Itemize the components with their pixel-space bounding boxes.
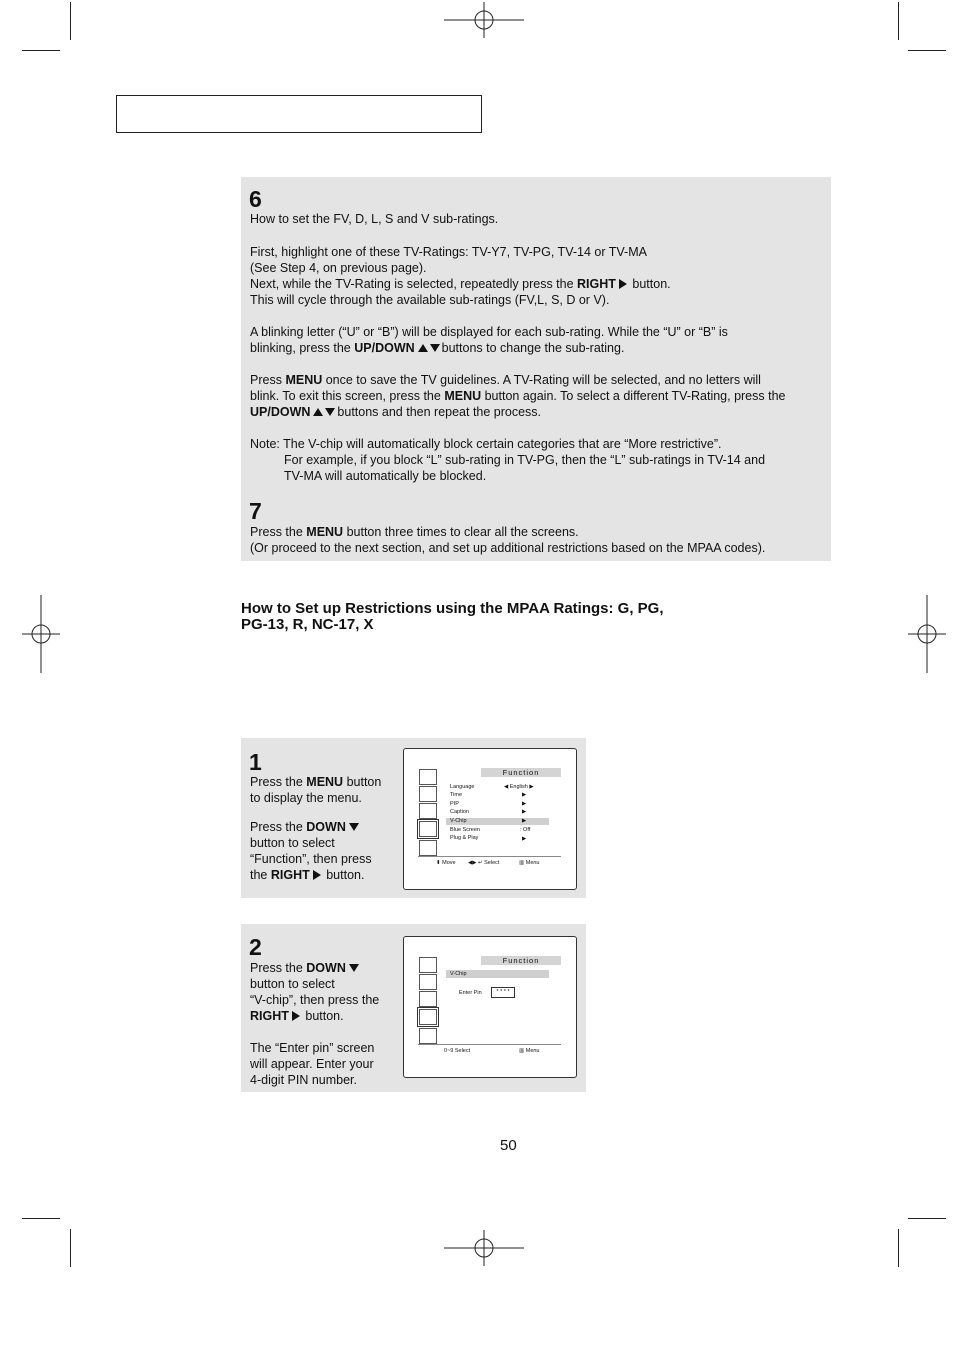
osd-vchip-row: V-Chip (450, 971, 467, 977)
box1-text: the RIGHT button. (250, 868, 365, 882)
step6-intro: How to set the FV, D, L, S and V sub-ratings. (250, 212, 499, 226)
channel-icon (419, 991, 437, 1007)
registration-mark-left (20, 595, 62, 673)
step6-text: blink. To exit this screen, press the MENU button again. To select a different TV-Rating, press the (250, 389, 786, 403)
osd-footer-menu: ▥ Menu (519, 860, 540, 866)
crop-mark (22, 50, 60, 51)
osd-blue-screen-value: : Off (520, 827, 531, 833)
sound-icon (419, 974, 437, 990)
osd-title: Function (481, 768, 561, 777)
box1-text: Press the MENU button (250, 775, 382, 789)
chevron-right-icon: ▶ (522, 792, 527, 798)
down-arrow-icon (349, 964, 359, 972)
chevron-right-icon: ▶ (522, 836, 527, 842)
function-icon (419, 821, 437, 837)
osd-divider (418, 856, 561, 857)
osd-footer-menu: ▥ Menu (519, 1048, 540, 1054)
box2-text: button to select (250, 977, 335, 991)
osd-menu-item: Caption (450, 809, 469, 815)
picture-icon (419, 957, 437, 973)
osd-footer-move: ⬍ Move (436, 860, 456, 866)
step6-text: A blinking letter (“U” or “B”) will be displayed for each sub-rating. While the “U” or “B” is (250, 325, 728, 339)
osd-divider (418, 1044, 561, 1045)
header-box (116, 95, 482, 133)
osd-pin-field: * * * * (491, 987, 515, 998)
osd-footer-select: ◀▶ ↵ Select (468, 860, 500, 866)
step6-text: First, highlight one of these TV-Ratings: TV-Y7, TV-PG, TV-14 or TV-MA (250, 245, 647, 259)
osd-menu-item: PIP (450, 801, 459, 807)
osd-menu-item: Plug & Play (450, 835, 479, 841)
registration-mark-bottom (444, 1228, 524, 1268)
osd-language-value: ◀ English ▶ (504, 784, 534, 790)
down-arrow-icon (325, 408, 335, 416)
box2-text: “V-chip”, then press the (250, 993, 380, 1007)
right-arrow-icon (313, 870, 321, 880)
right-arrow-icon (292, 1011, 300, 1021)
box2-text: RIGHT button. (250, 1009, 344, 1023)
osd-footer-select: 0~9 Select (444, 1048, 471, 1054)
osd-pin-label: Enter Pin (459, 990, 482, 996)
box1-text: “Function”, then press (250, 852, 372, 866)
step6-text: UP/DOWN buttons and then repeat the process. (250, 405, 542, 419)
channel-icon (419, 803, 437, 819)
box1-number: 1 (249, 749, 262, 775)
tv-screen-enter-pin (403, 936, 577, 1078)
crop-mark (908, 1218, 946, 1219)
up-arrow-icon (418, 344, 428, 352)
step6-text: Press MENU once to save the TV guidelines. A TV-Rating will be selected, and no letters will (250, 373, 761, 387)
box2-number: 2 (249, 934, 262, 960)
osd-menu-item: Time (450, 792, 463, 798)
box1-text: to display the menu. (250, 791, 362, 805)
step6-text: blinking, press the UP/DOWN buttons to change the sub-rating. (250, 341, 625, 355)
setup-icon (419, 1028, 437, 1044)
step6-note: Note: The V-chip will automatically block certain categories that are “More restrictive”. (250, 437, 722, 451)
section-title: How to Set up Restrictions using the MPAA Ratings: G, PG, PG-13, R, NC-17, X (241, 600, 664, 633)
crop-mark (908, 50, 946, 51)
picture-icon (419, 769, 437, 785)
box1-text: button to select (250, 836, 335, 850)
step6-number: 6 (249, 186, 262, 212)
step6-note: For example, if you block “L” sub-rating in TV-PG, then the “L” sub-ratings in TV-14 and (284, 453, 766, 467)
step6-text: (See Step 4, on previous page). (250, 261, 427, 275)
box2-text: 4-digit PIN number. (250, 1073, 357, 1087)
chevron-right-icon: ▶ (522, 818, 527, 824)
crop-mark (70, 2, 71, 40)
crop-mark (22, 1218, 60, 1219)
steps-6-7-panel (241, 177, 831, 561)
crop-mark (70, 1229, 71, 1267)
chevron-right-icon: ▶ (522, 801, 527, 807)
down-arrow-icon (349, 823, 359, 831)
step6-note: TV-MA will automatically be blocked. (284, 469, 487, 483)
box2-text: will appear. Enter your (250, 1057, 374, 1071)
box2-text: The “Enter pin” screen (250, 1041, 375, 1055)
step6-text: This will cycle through the available sub-ratings (FV,L, S, D or V). (250, 293, 610, 307)
chevron-right-icon: ▶ (522, 809, 527, 815)
page-number: 50 (500, 1137, 517, 1154)
osd-menu-item: Language (450, 784, 475, 790)
step6-text: Next, while the TV-Rating is selected, repeatedly press the RIGHT button. (250, 277, 671, 291)
setup-icon (419, 840, 437, 856)
registration-mark-right (906, 595, 948, 673)
sound-icon (419, 786, 437, 802)
down-arrow-icon (430, 344, 440, 352)
tv-screen-function-menu (403, 748, 577, 890)
osd-title: Function (481, 956, 561, 965)
crop-mark (898, 2, 899, 40)
step7-text: (Or proceed to the next section, and set up additional restrictions based on the MPAA codes). (250, 541, 766, 555)
function-icon (419, 1009, 437, 1025)
right-arrow-icon (619, 279, 627, 289)
osd-menu-item: V-Chip (450, 818, 467, 824)
box2-text: Press the DOWN (250, 960, 361, 976)
crop-mark (898, 1229, 899, 1267)
step7-text: Press the MENU button three times to clear all the screens. (250, 525, 579, 539)
osd-menu-item: Blue Screen (450, 827, 480, 833)
step7-number: 7 (249, 498, 262, 524)
up-arrow-icon (313, 408, 323, 416)
registration-mark-top (444, 0, 524, 40)
box1-text: Press the DOWN (250, 819, 361, 835)
